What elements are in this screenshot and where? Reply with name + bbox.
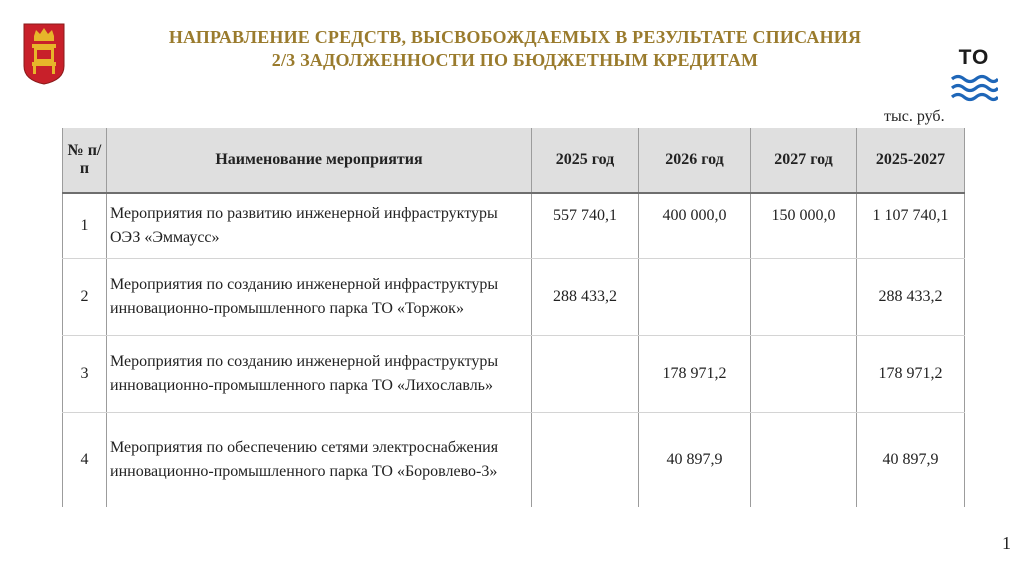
row-2025: 288 433,2 bbox=[532, 259, 639, 336]
header-name: Наименование мероприятия bbox=[107, 128, 532, 193]
row-2027 bbox=[751, 413, 857, 508]
row-total: 288 433,2 bbox=[857, 259, 965, 336]
table-row bbox=[63, 193, 965, 259]
row-2026: 178 971,2 bbox=[639, 336, 751, 413]
header-total: 2025-2027 bbox=[857, 128, 965, 193]
row-2026: 40 897,9 bbox=[639, 413, 751, 508]
row-num: 1 bbox=[63, 193, 107, 259]
row-2027: 150 000,0 bbox=[751, 193, 857, 259]
row-total: 178 971,2 bbox=[857, 336, 965, 413]
row-2025 bbox=[532, 413, 639, 508]
header-2025: 2025 год bbox=[532, 128, 639, 193]
row-2026: 400 000,0 bbox=[639, 193, 751, 259]
waves-icon bbox=[950, 74, 998, 104]
row-num: 4 bbox=[63, 413, 107, 508]
coat-of-arms-icon bbox=[22, 22, 66, 86]
row-2025 bbox=[532, 336, 639, 413]
row-num: 3 bbox=[63, 336, 107, 413]
title-line-1: НАПРАВЛЕНИЕ СРЕДСТВ, ВЫСВОБОЖДАЕМЫХ В РЕЗУЛЬТАТЕ СПИСАНИЯ bbox=[168, 27, 862, 47]
page-number: 1 bbox=[1002, 533, 1011, 553]
header-2026: 2026 год bbox=[639, 128, 751, 193]
table-header-row bbox=[63, 128, 965, 193]
page-title bbox=[100, 26, 930, 72]
row-name: Мероприятия по созданию инженерной инфраструктуры инновационно-промышленного парка ТО «Лихославль» bbox=[107, 336, 532, 413]
row-2025: 557 740,1 bbox=[532, 193, 639, 259]
table-row bbox=[63, 259, 965, 336]
table-row bbox=[63, 336, 965, 413]
header-2027: 2027 год bbox=[751, 128, 857, 193]
region-logo bbox=[948, 46, 1000, 108]
header-num: № п/п bbox=[63, 128, 107, 193]
row-name: Мероприятия по развитию инженерной инфраструктуры ОЭЗ «Эммаусс» bbox=[107, 193, 532, 259]
title-line-2: 2/3 ЗАДОЛЖЕННОСТИ ПО БЮДЖЕТНЫМ КРЕДИТАМ bbox=[271, 50, 759, 70]
row-2027 bbox=[751, 336, 857, 413]
row-name: Мероприятия по обеспечению сетями электроснабжения инновационно-промышленного парка ТО «Боровлево-3» bbox=[107, 413, 532, 508]
row-name: Мероприятия по созданию инженерной инфраструктуры инновационно-промышленного парка ТО «Торжок» bbox=[107, 259, 532, 336]
row-total: 1 107 740,1 bbox=[857, 193, 965, 259]
credits-table bbox=[62, 128, 965, 507]
table-row bbox=[63, 413, 965, 508]
row-num: 2 bbox=[63, 259, 107, 336]
logo-text: ТО bbox=[958, 46, 990, 69]
row-2026 bbox=[639, 259, 751, 336]
row-total: 40 897,9 bbox=[857, 413, 965, 508]
row-2027 bbox=[751, 259, 857, 336]
units-label: тыс. руб. bbox=[884, 108, 945, 125]
